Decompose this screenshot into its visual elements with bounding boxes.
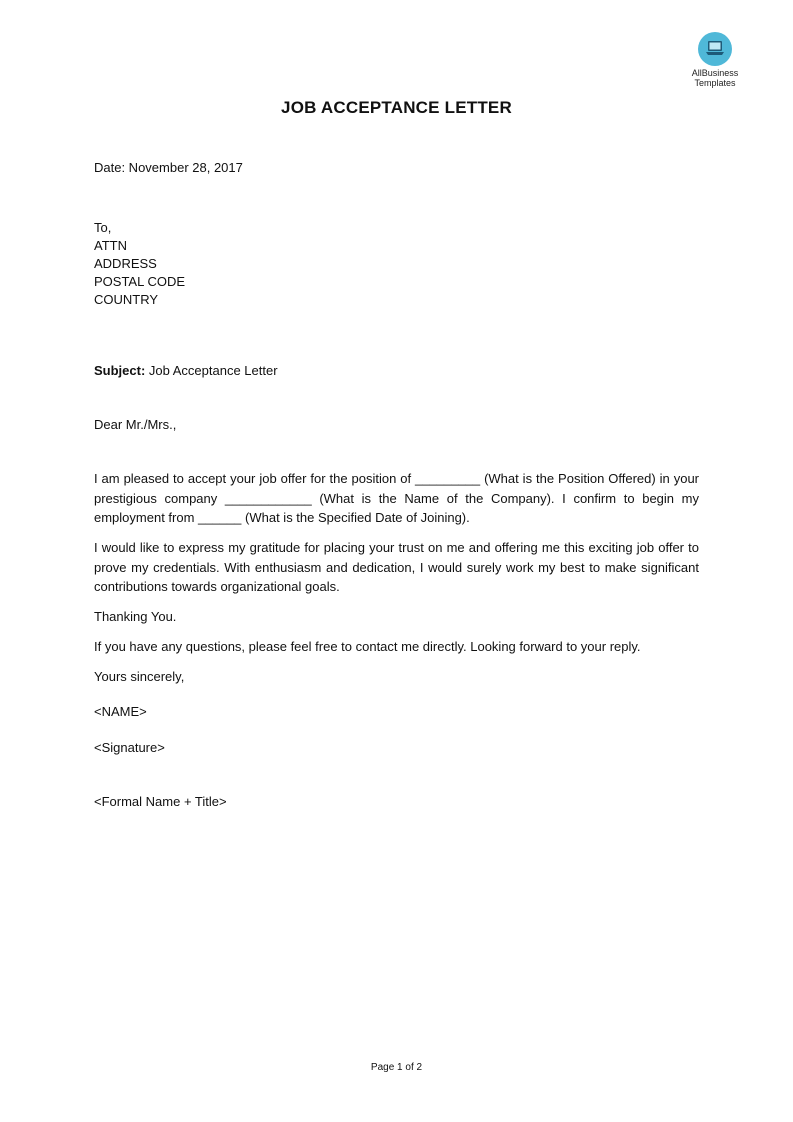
- page-title: JOB ACCEPTANCE LETTER: [281, 98, 512, 117]
- recipient-attn: ATTN: [94, 238, 127, 253]
- recipient-postal-code: POSTAL CODE: [94, 274, 186, 289]
- page-number: Page 1 of 2: [370, 1062, 423, 1073]
- formal-name-placeholder: <Formal Name + Title>: [94, 794, 227, 809]
- signature-placeholder: <Signature>: [94, 740, 165, 755]
- recipient-country: COUNTRY: [94, 292, 159, 307]
- subject-text: Job Acceptance Letter: [145, 363, 278, 378]
- logo-text-line1: AllBusiness: [691, 68, 739, 78]
- name-placeholder: <NAME>: [94, 704, 147, 719]
- body-paragraph-acceptance: I am pleased to accept your job offer for the position of _________ (What is the Position Offered) in your prestigious company ____________ (What is the Name of the Company). I confirm to begin my employment from ______ (What is the Specified Date of Joining).: [94, 471, 699, 525]
- laptop-icon: [698, 32, 732, 66]
- salutation: Dear Mr./Mrs.,: [94, 417, 177, 432]
- logo-text-line2: Templates: [694, 78, 736, 88]
- subject-line: [94, 362, 278, 380]
- letter-date: Date: November 28, 2017: [94, 160, 243, 175]
- recipient-address: ADDRESS: [94, 256, 157, 271]
- contact-line: If you have any questions, please feel free to contact me directly. Looking forward to your reply.: [94, 639, 641, 654]
- recipient-to: To,: [94, 220, 112, 235]
- thanking-line: Thanking You.: [94, 609, 177, 624]
- subject-label: Subject:: [94, 363, 146, 378]
- closing-salutation: Yours sincerely,: [94, 669, 185, 684]
- allbusiness-logo: [684, 32, 746, 88]
- body-paragraph-gratitude: I would like to express my gratitude for placing your trust on me and offering me this exciting job offer to prove my credentials. With enthusiasm and dedication, I would surely work my best to make significant contributions towards organizational goals.: [94, 540, 699, 594]
